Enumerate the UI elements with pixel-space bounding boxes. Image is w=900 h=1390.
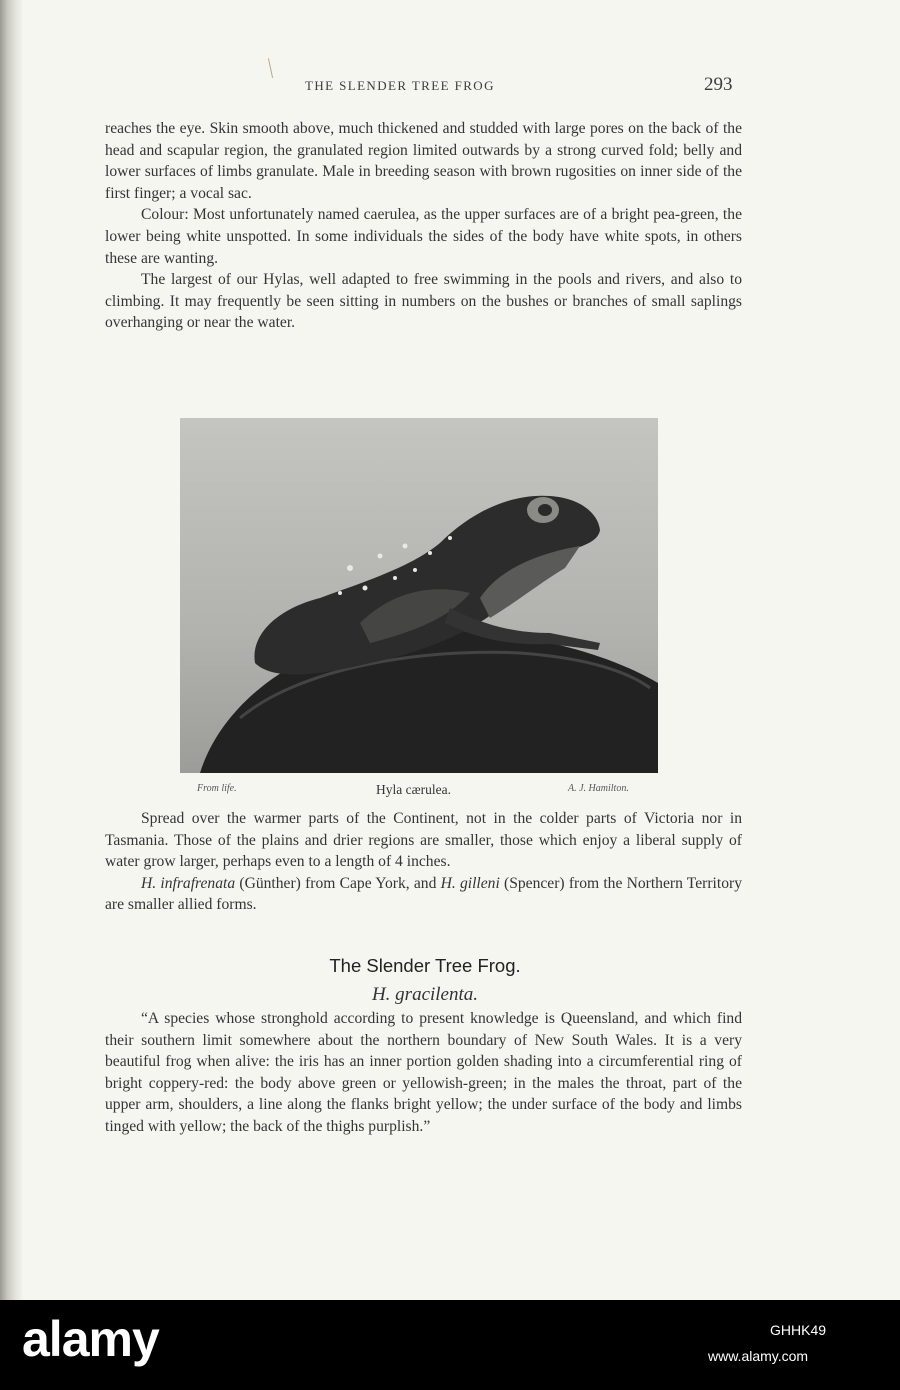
alamy-logo: alamy [22,1311,159,1367]
species-name: H. infrafrenata [141,874,236,892]
image-id: GHHK49 [770,1322,827,1338]
caption-source: From life. [197,783,237,794]
distribution-paragraph: Spread over the warmer parts of the Continent, not in the colder parts of Victoria nor in Tasmania. Those of the plains and drier regions are smaller, those which enjoy a liberal supply of water grow larger, perhaps even to a length of 4 inches. [105,810,742,871]
habits-paragraph: The largest of our Hylas, well adapted to free swimming in the pools and rivers, and also to climbing. It may frequently be seen sitting in numbers on the bushes or branches of small saplings overhanging or near the water. [105,271,742,332]
scanned-binding-edge [0,0,22,1300]
colour-paragraph: Colour: Most unfortunately named caerulea, as the upper surfaces are of a bright pea-green, the lower being white unspotted. In some individuals the sides of the body have white spots, in others these are wanting. [105,206,742,267]
caption-photographer: A. J. Hamilton. [568,783,629,794]
page-number: 293 [704,74,733,95]
watermark-url: www.alamy.com [708,1348,809,1364]
allied-forms-paragraph [105,873,742,916]
frog-photograph [180,418,658,773]
species-name: H. gilleni [440,874,500,892]
section-title: The Slender Tree Frog. [329,955,521,976]
frog-photo-illustration [180,418,658,773]
section-scientific-name: H. gracilenta. [371,984,479,1005]
allied-text: (Günther) from Cape York, and [235,874,441,892]
intro-text [105,118,742,334]
description-paragraph: reaches the eye. Skin smooth above, much thickened and studded with large pores on the back of the head and scapular region, the granulated region limited outwards by a strong curved fold; belly and lower surfaces of limbs granulate. Male in breeding season with brown rugosities on inner side of the first finger; a vocal sac. [105,120,742,202]
allied-text: (Spencer) from the Northern Territory are smaller allied forms. [105,874,743,914]
quote-paragraph: “A species whose stronghold according to present knowledge is Queensland, and which find their southern limit somewhere about the northern boundary of New South Wales. It is a very beautiful frog when alive: the iris has an inner portion golden shading into a circumferential ring of bright coppery-red: the body above green or yellowish-green; in the males the throat, part of the upper arm, shoulders, a line along the flanks bright yellow; the under surface of the body and limbs tinged with yellow; the back of the thighs purplish.” [105,1010,742,1135]
distribution-text [105,808,742,916]
species-description [105,1008,742,1138]
caption-species: Hyla cærulea. [376,782,451,797]
running-title: THE SLENDER TREE FROG [305,78,495,93]
